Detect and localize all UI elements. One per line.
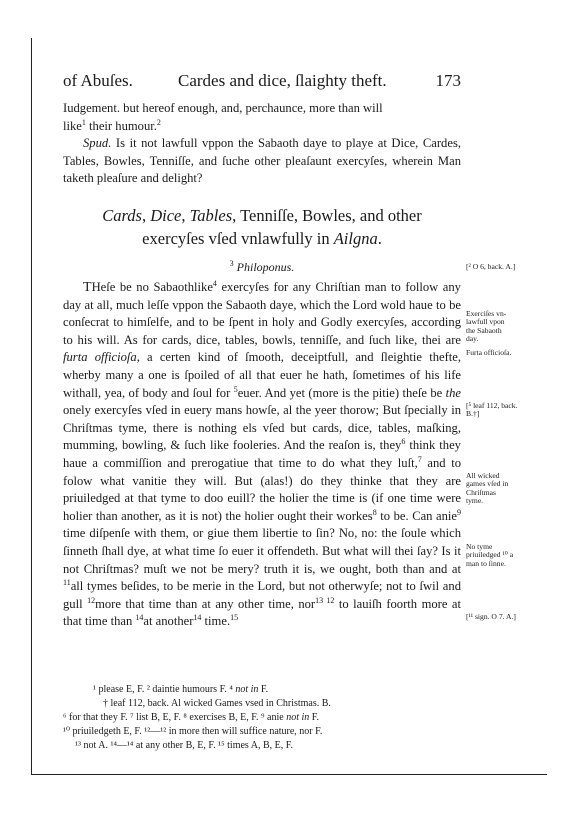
footnote-ref: 6 — [401, 437, 406, 447]
text-span: think they haue a commiſſion and prerogatiue that time to do what they luſt, — [63, 438, 461, 470]
margin-note-signature-o7 — [466, 613, 556, 621]
margin-text: day. — [466, 334, 479, 344]
margin-note-signature-o6 — [466, 263, 556, 271]
speaker-name: Spud. — [83, 136, 112, 151]
text-line — [63, 118, 461, 136]
title-rest: exercyſes vſed vnlawfully in — [142, 229, 334, 248]
margin-note-exercises — [466, 310, 556, 344]
margin-text: the Sabaoth — [466, 325, 502, 335]
section-title-line2 — [63, 227, 461, 250]
footnote-ref: 7 — [417, 454, 422, 464]
text-span: like — [63, 118, 82, 133]
footnote-ref: 4 — [212, 278, 217, 288]
italic-phrase: furta officioſa — [63, 350, 137, 365]
margin-text: [² O 6, back. A.] — [466, 262, 516, 271]
footnote-ref: 15 — [230, 613, 239, 623]
text-span: exercyſes for any Chriſtian man to follow any day at all, much leſſe vppon the Sabaoth daye, which the Lord wold haue to be conſecrat to himſelfe, and to be ſpent in holy and Godly exercyſes, according to his will. As for cards, dice, tables, bowls, tenniſſe, and ſuch like, thei are — [63, 280, 461, 347]
footnote-line: ¹⁰ priuiledgeth E, F. ¹²—¹² in more then will suffice nature, nor F. — [63, 726, 323, 737]
top-paragraph — [63, 100, 461, 188]
margin-text: [¹¹ sign. O 7. A.] — [466, 612, 516, 621]
margin-text: Chriſtmas — [466, 487, 496, 497]
page-number: 173 — [435, 71, 461, 90]
margin-text: [⁵ leaf 112, back. — [466, 401, 518, 410]
margin-note-leaf-112 — [466, 402, 556, 419]
margin-note-no-tyme — [466, 543, 556, 568]
footnote-ref: 5 — [233, 384, 238, 394]
margin-text: lawfull vpon — [466, 317, 505, 327]
footnote-ref: 2 — [156, 117, 161, 127]
footnote-ref: 11 — [63, 577, 71, 587]
text-span: time diſpenſe with them, or giue them libertie to ſin? No, no: the ſoule which ſinneth ſhall dye, at what time ſo euer it offendeth. But what will thei ſay? Is it not Chriſtmas? muſt we not be mery? truth it is, we ought, both than and at — [63, 526, 461, 576]
title-ailgna: Ailgna — [333, 229, 378, 248]
footnote-line — [63, 711, 461, 725]
footnote-line: † leaf 112, back. Al wicked Games vsed in Christmas. B. — [103, 698, 331, 709]
page-frame-left-rule — [31, 38, 32, 775]
footnote-ref: 14 — [135, 613, 144, 623]
text-span: , a certen kind of ſmooth, deceiptfull, and ſleightie thefte, wherby many a one is ſpoiled of all that euer he hath, ſometimes of his life withall, yea, of body and ſoul for — [63, 350, 462, 400]
text-span: to be. Can anie — [376, 508, 458, 523]
footnote-line: ¹³ not A. ¹⁴—¹⁴ at any other B, E, F. ¹⁵ times A, B, E, F. — [75, 740, 294, 751]
text-span: to lauiſh foorth more at that time than — [63, 596, 461, 629]
footnote-ref: 13 12 — [315, 595, 335, 605]
title-sep: , — [181, 206, 190, 225]
drop-capital: T — [83, 280, 92, 295]
margin-note-christmas-games — [466, 472, 556, 506]
text-span: and to folow what vanitie they will. But (alas!) do they thinke that they are priuiledged at that tyme to doo euill? the holier the time is (if one time were holier than another, as it is not) the holier ought their workes — [63, 455, 461, 523]
footnote-ref: 8 — [372, 507, 377, 517]
title-end: . — [377, 229, 382, 248]
text-span: euer. And yet (more is the pitie) theſe be — [237, 385, 446, 400]
text-span: all tymes beſides, to be merie in the Lord, but not otherwyſe; not to ſwil and gull — [63, 579, 461, 611]
text-span: at another — [143, 614, 194, 629]
title-dice: Dice — [150, 206, 182, 225]
margin-text: games vſed in — [466, 479, 509, 489]
title-cards: Cards — [102, 206, 142, 225]
margin-text: man to ſinne. — [466, 558, 506, 568]
margin-text: B.†] — [466, 409, 480, 419]
margin-text: tyme. — [466, 496, 484, 506]
title-tables: Tables — [189, 206, 233, 225]
section-title-line1 — [63, 204, 461, 227]
header-left: of Abuſes. — [63, 71, 133, 90]
header-title: Cardes and dice, ſlaighty theft. — [178, 71, 387, 90]
margin-note-furta — [466, 349, 556, 357]
text-line: Iudgement. but hereof enough, and, perchaunce, more than will — [63, 101, 383, 115]
footnote-ref: 3 — [229, 259, 234, 268]
footnote-text: F. — [258, 684, 269, 695]
footnote-ref: 14 — [193, 613, 202, 623]
text-span: more that time than at any other time, nor — [95, 596, 316, 611]
section-title — [63, 204, 461, 250]
title-rest: , Tenniſſe, Bowles, and other — [232, 206, 422, 225]
italic-word: the — [445, 385, 461, 400]
speaker-line — [63, 260, 461, 275]
footnote-italic: not in — [235, 684, 259, 695]
footnote-text: ¹ please E, F. ² daintie humours F. ⁴ — [93, 684, 236, 695]
spud-paragraph — [63, 135, 461, 188]
footnote-ref: 1 — [81, 117, 86, 127]
footnote-italic: not in — [286, 712, 310, 723]
margin-text: No tyme — [466, 542, 493, 551]
margin-text: All wicked — [466, 471, 500, 480]
text-span: Heſe be no Sabaothlike — [91, 280, 213, 294]
spud-text: Is it not lawfull vppon the Sabaoth daye to playe at Dice, Cardes, Tables, Bowles, Tenniſſe, and ſuche other pleaſaunt exercyſes, wherein Man taketh pleaſure and delight? — [63, 136, 461, 186]
footnote-ref: 9 — [457, 507, 462, 517]
footnote-text: ⁶ for that they F. ⁷ list B, E, F. ⁸ exercises B, E, F. ⁹ anie — [63, 712, 287, 723]
margin-text: Furta officioſa. — [466, 348, 512, 357]
main-paragraph — [63, 279, 461, 631]
title-sep: , — [141, 206, 151, 225]
text-span: their humour. — [85, 118, 157, 133]
margin-text: Exerciſes vn- — [466, 309, 507, 318]
philoponus-text — [63, 279, 461, 631]
margin-text: priuiledged ¹⁰ a — [466, 550, 514, 560]
footnote-text: F. — [309, 712, 320, 723]
text-span: time. — [201, 614, 231, 629]
text-span: onely exercyſes vſed in euery mans howſe, al the yeer thorow; But ſpecially in Chriſtmas tyme, there is nothing els vſed but cards, dice, tables, maſking, mumming, bowling, & ſuch like fooleries. And the reaſon is, they — [63, 403, 461, 453]
footnotes — [63, 683, 461, 753]
footnote-ref: 12 — [87, 595, 96, 605]
running-header — [63, 71, 461, 93]
footnote-line — [63, 683, 461, 697]
speaker-name: Philoponus. — [236, 260, 295, 274]
page-frame-bottom-rule — [31, 774, 547, 775]
